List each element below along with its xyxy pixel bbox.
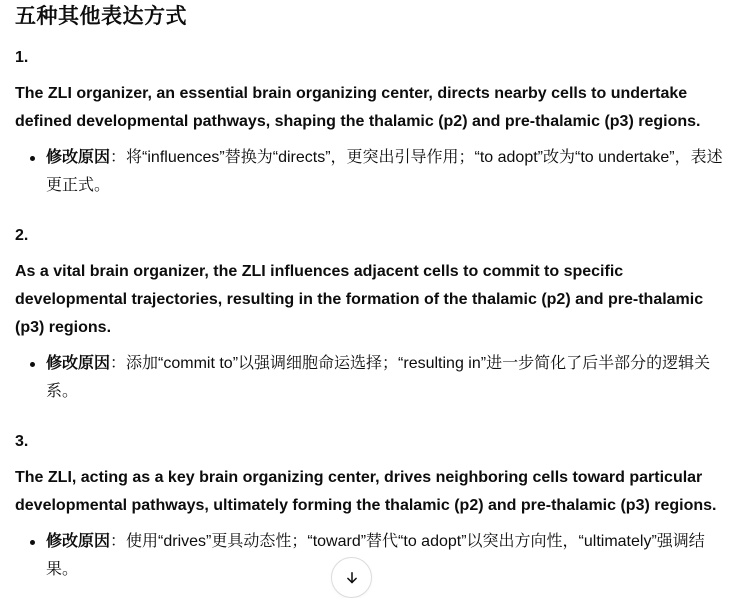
bullet-icon (30, 362, 35, 367)
reason-label: 修改原因 (46, 533, 111, 550)
reason-list (15, 528, 735, 584)
item-sentence: As a vital brain organizer, the ZLI influences adjacent cells to commit to specific developmental trajectories, resulting in the formation of the thalamic (p2) and pre-thalamic (p3) regions. (15, 263, 704, 336)
reason-colon: ： (110, 149, 127, 166)
reason-text: 添加“commit to”以强调细胞命运选择；“resulting in”进一步简化了后半部分的逻辑关系。 (46, 355, 711, 400)
reason-list (15, 144, 735, 200)
down-arrow-icon (343, 569, 361, 587)
reason-label: 修改原因 (46, 355, 111, 372)
expression-item-1 (15, 44, 735, 200)
reason-text: 将“influences”替换为“directs”，更突出引导作用；“to adopt”改为“to undertake”，表述更正式。 (46, 149, 723, 194)
reason-item (15, 144, 735, 200)
item-sentence: The ZLI organizer, an essential brain organizing center, directs nearby cells to undertake defined developmental pathways, shaping the thalamic (p2) and pre-thalamic (p3) regions. (15, 85, 701, 130)
reason-item (15, 528, 735, 584)
expression-item-3 (15, 428, 735, 584)
reason-list (15, 350, 735, 406)
page-title: 五种其他表达方式 (15, 5, 187, 28)
reason-label: 修改原因 (46, 149, 111, 166)
reason-text: 使用“drives”更具动态性；“toward”替代“to adopt”以突出方向性，“ultimately”强调结果。 (46, 533, 705, 578)
bullet-icon (30, 156, 35, 161)
bullet-icon (30, 540, 35, 545)
item-sentence: The ZLI, acting as a key brain organizing center, drives neighboring cells toward particular developmental pathways, ultimately forming the thalamic (p2) and pre-thalamic (p3) regions. (15, 469, 717, 514)
scroll-to-bottom-button[interactable] (331, 557, 372, 598)
reason-colon: ： (110, 533, 127, 550)
item-number: 3. (15, 433, 29, 450)
item-number: 2. (15, 227, 29, 244)
reason-item (15, 350, 735, 406)
expression-item-2 (15, 222, 735, 406)
item-number: 1. (15, 49, 29, 66)
reason-colon: ： (110, 355, 127, 372)
